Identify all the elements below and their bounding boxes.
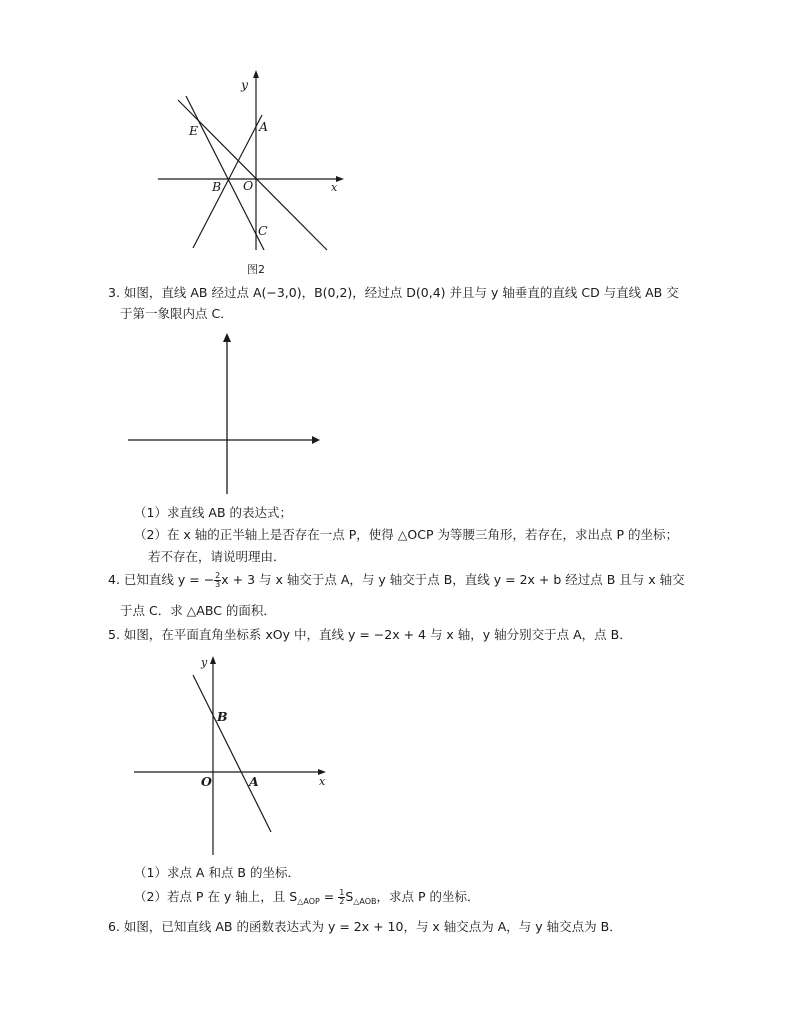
q6-line-1: 6. 如图，已知直线 AB 的函数表达式为 y = 2x + 10，与 x 轴交点为 A，与 y 轴交点为 B． (108, 919, 622, 934)
fig2-label-a: A (259, 119, 269, 134)
q5-line-ab (193, 675, 271, 832)
q4-line-2: 于点 C．求 △ABC 的面积． (120, 603, 276, 618)
fig2-label-y: y (241, 77, 249, 92)
q5-label-b: B (217, 709, 228, 724)
q3-sub-2b: 若不存在，请说明理由． (148, 549, 286, 564)
q4-frac-den: 3 (215, 580, 221, 589)
q5-label-o: O (201, 774, 212, 789)
fig2-label-x: x (331, 181, 338, 194)
fig2-label-e: E (189, 123, 199, 138)
fig2-label-o: O (243, 178, 254, 193)
q3-sub-2a: （2）在 x 轴的正半轴上是否存在一点 P，使得 △OCP 为等腰三角形，若存在，求出点 P 的坐标； (134, 527, 678, 542)
q4-frac-num: 2 (215, 571, 221, 580)
q5-frac-den: 2 (339, 897, 345, 906)
q5-label-a: A (249, 774, 259, 789)
q5-sub-2-post: ，求点 P 的坐标． (376, 889, 480, 904)
q5-frac-num: 1 (339, 888, 345, 897)
q5-sub-2-pre: （2）若点 P 在 y 轴上，且 S (134, 889, 298, 904)
q5-label-x: x (319, 775, 326, 788)
q5-sub-2-s2: △AOB (353, 897, 377, 906)
q5-sub-1: （1）求点 A 和点 B 的坐标． (134, 865, 300, 880)
q5-sub-2-mid: = (319, 889, 339, 904)
q5-sub-2 (134, 889, 480, 910)
q5-sub-2-s1: △AOP (297, 897, 320, 906)
q5-sub-2-s: S (345, 889, 354, 904)
q4-line-1-post: x + 3 与 x 轴交于点 A，与 y 轴交于点 B，直线 y = 2x + b 经过点 B 且与 x 轴交 (221, 572, 685, 587)
q3-line-1: 3. 如图，直线 AB 经过点 A(−3,0)，B(0,2)，经过点 D(0,4) 并且与 y 轴垂直的直线 CD 与直线 AB 交 (108, 285, 679, 300)
q3-sub-1: （1）求直线 AB 的表达式； (134, 505, 293, 520)
fig2-label-b: B (212, 179, 222, 194)
fig2-label-c: C (258, 223, 268, 238)
fig2-caption: 图2 (247, 263, 265, 276)
q4-line-1-pre: 4. 已知直线 y = − (108, 572, 215, 587)
q3-line-2: 于第一象限内点 C． (120, 306, 233, 321)
q5-line-1: 5. 如图，在平面直角坐标系 xOy 中，直线 y = −2x + 4 与 x 轴，y 轴分别交于点 A，点 B． (108, 627, 632, 642)
q5-label-y: y (201, 656, 208, 669)
